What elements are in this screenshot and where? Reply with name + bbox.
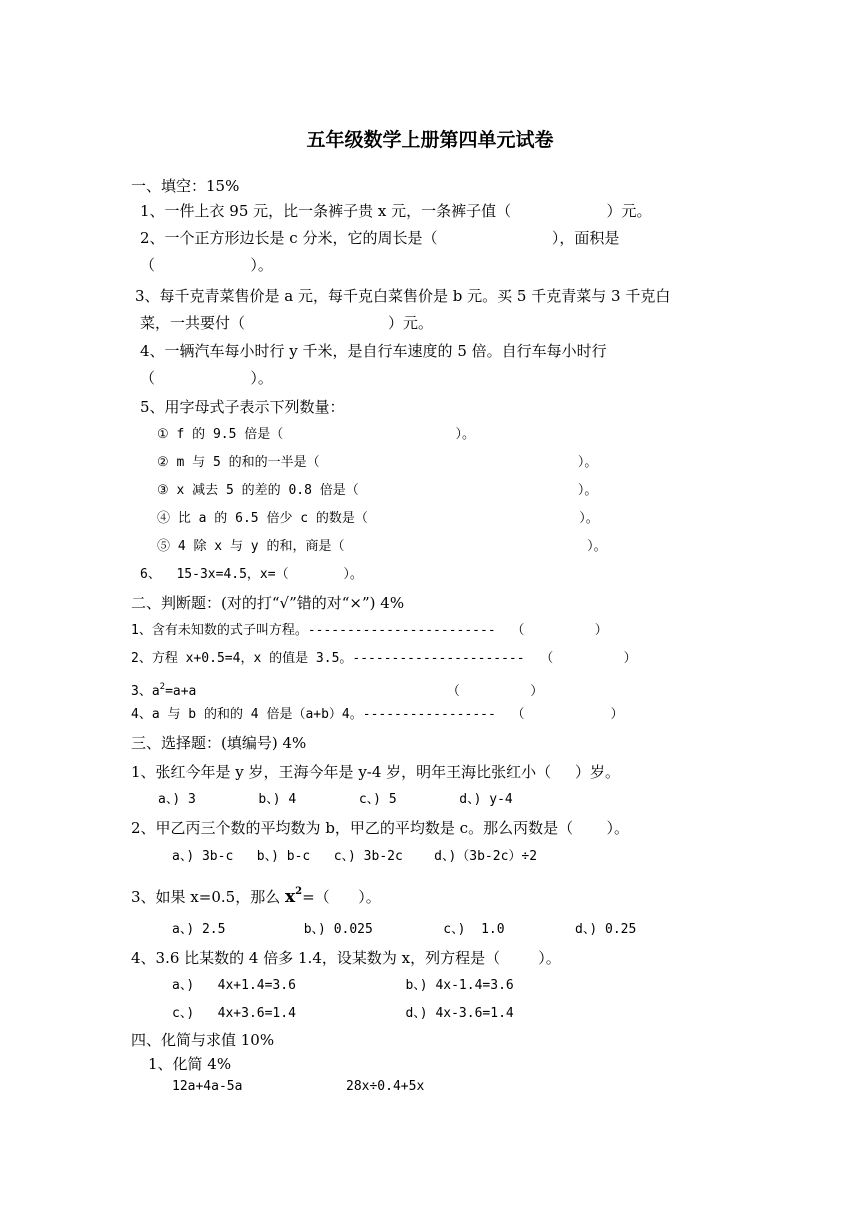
- question-2: 2、一个正方形边长是 c 分米，它的周长是（ ），面积是: [140, 229, 620, 247]
- question-1: 1、张红今年是 y 岁，王海今年是 y-4 岁，明年王海比张红小（ ）岁。: [131, 763, 621, 781]
- question-4-cont: （ ）。: [140, 369, 273, 387]
- question-3-options: a、) 2.5 b、) 0.025 c、) 1.0 d、) 0.25: [172, 922, 637, 937]
- sub-item-5: ⑤ 4 除 x 与 y 的和，商是（ ）。: [157, 539, 607, 554]
- exponent: 2: [159, 682, 166, 692]
- section-heading: 二、判断题：(对的打“√”错的对“×”) 4%: [131, 594, 405, 612]
- question-1-options: a、) 3 b、) 4 c、) 5 d、) y-4: [158, 792, 513, 807]
- sub-item-4: ④ 比 a 的 6.5 倍少 c 的数是（ ）。: [157, 511, 599, 526]
- question-4-options-cd: c、) 4x+3.6=1.4 d、) 4x-3.6=1.4: [172, 1006, 514, 1021]
- section-heading: 一、填空：15%: [131, 177, 240, 195]
- expression-1: 12a+4a-5a: [172, 1079, 243, 1094]
- question-2-cont: （ ）。: [140, 256, 273, 274]
- question-5: 5、用字母式子表示下列数量：: [140, 398, 345, 416]
- expression-2: 28x÷0.4+5x: [346, 1079, 425, 1094]
- question-3: 3、如果 x=0.5，那么 $x^2=$（ ）。: [131, 886, 381, 907]
- section-heading: 三、选择题：(填编号) 4%: [131, 734, 307, 752]
- question-2: 2、甲乙丙三个数的平均数为 b，甲乙的平均数是 c。那么丙数是（ ）。: [131, 819, 629, 837]
- question-3-cont: 菜，一共要付（ ）元。: [140, 314, 434, 332]
- sub-item-3: ③ x 减去 5 的差的 0.8 倍是（ ）。: [157, 483, 598, 498]
- question-1: 1、一件上衣 95 元，比一条裤子贵 x 元，一条裤子值（ ）元。: [140, 202, 652, 220]
- question-2-options: a、) 3b-c b、) b-c c、) 3b-2c d、)（3b-2c）÷2: [172, 849, 538, 864]
- subsection-heading: 1、化简 4%: [148, 1055, 232, 1073]
- sub-item-1: ① f 的 9.5 倍是（ ）。: [157, 427, 475, 442]
- question-4: 4、a 与 b 的和的 4 倍是（a+b）4。----------------- （ ）: [131, 707, 624, 722]
- page-title: 五年级数学上册第四单元试卷: [306, 129, 554, 151]
- question-2: 2、方程 x+0.5=4，x 的值是 3.5。---------------------- （ ）: [131, 651, 637, 666]
- question-3: 3、$a^2=a+a$ （ ）: [131, 682, 544, 699]
- question-4-options-ab: a、) 4x+1.4=3.6 b、) 4x-1.4=3.6: [172, 978, 514, 993]
- sub-item-2: ② m 与 5 的和的一半是（ ）。: [157, 455, 598, 470]
- section-heading: 四、化简与求值 10%: [131, 1031, 275, 1049]
- question-6: 6、 15-3x=4.5，x=（ ）。: [140, 567, 363, 582]
- question-3: 3、每千克青菜售价是 a 元，每千克白菜售价是 b 元。买 5 千克青菜与 3 千克白: [135, 287, 671, 305]
- question-4: 4、3.6 比某数的 4 倍多 1.4，设某数为 x，列方程是（ ）。: [131, 949, 561, 967]
- question-4: 4、一辆汽车每小时行 y 千米，是自行车速度的 5 倍。自行车每小时行: [140, 342, 607, 360]
- exponent: 2: [295, 886, 303, 897]
- question-1: 1、含有未知数的式子叫方程。------------------------ （ ）: [131, 623, 608, 638]
